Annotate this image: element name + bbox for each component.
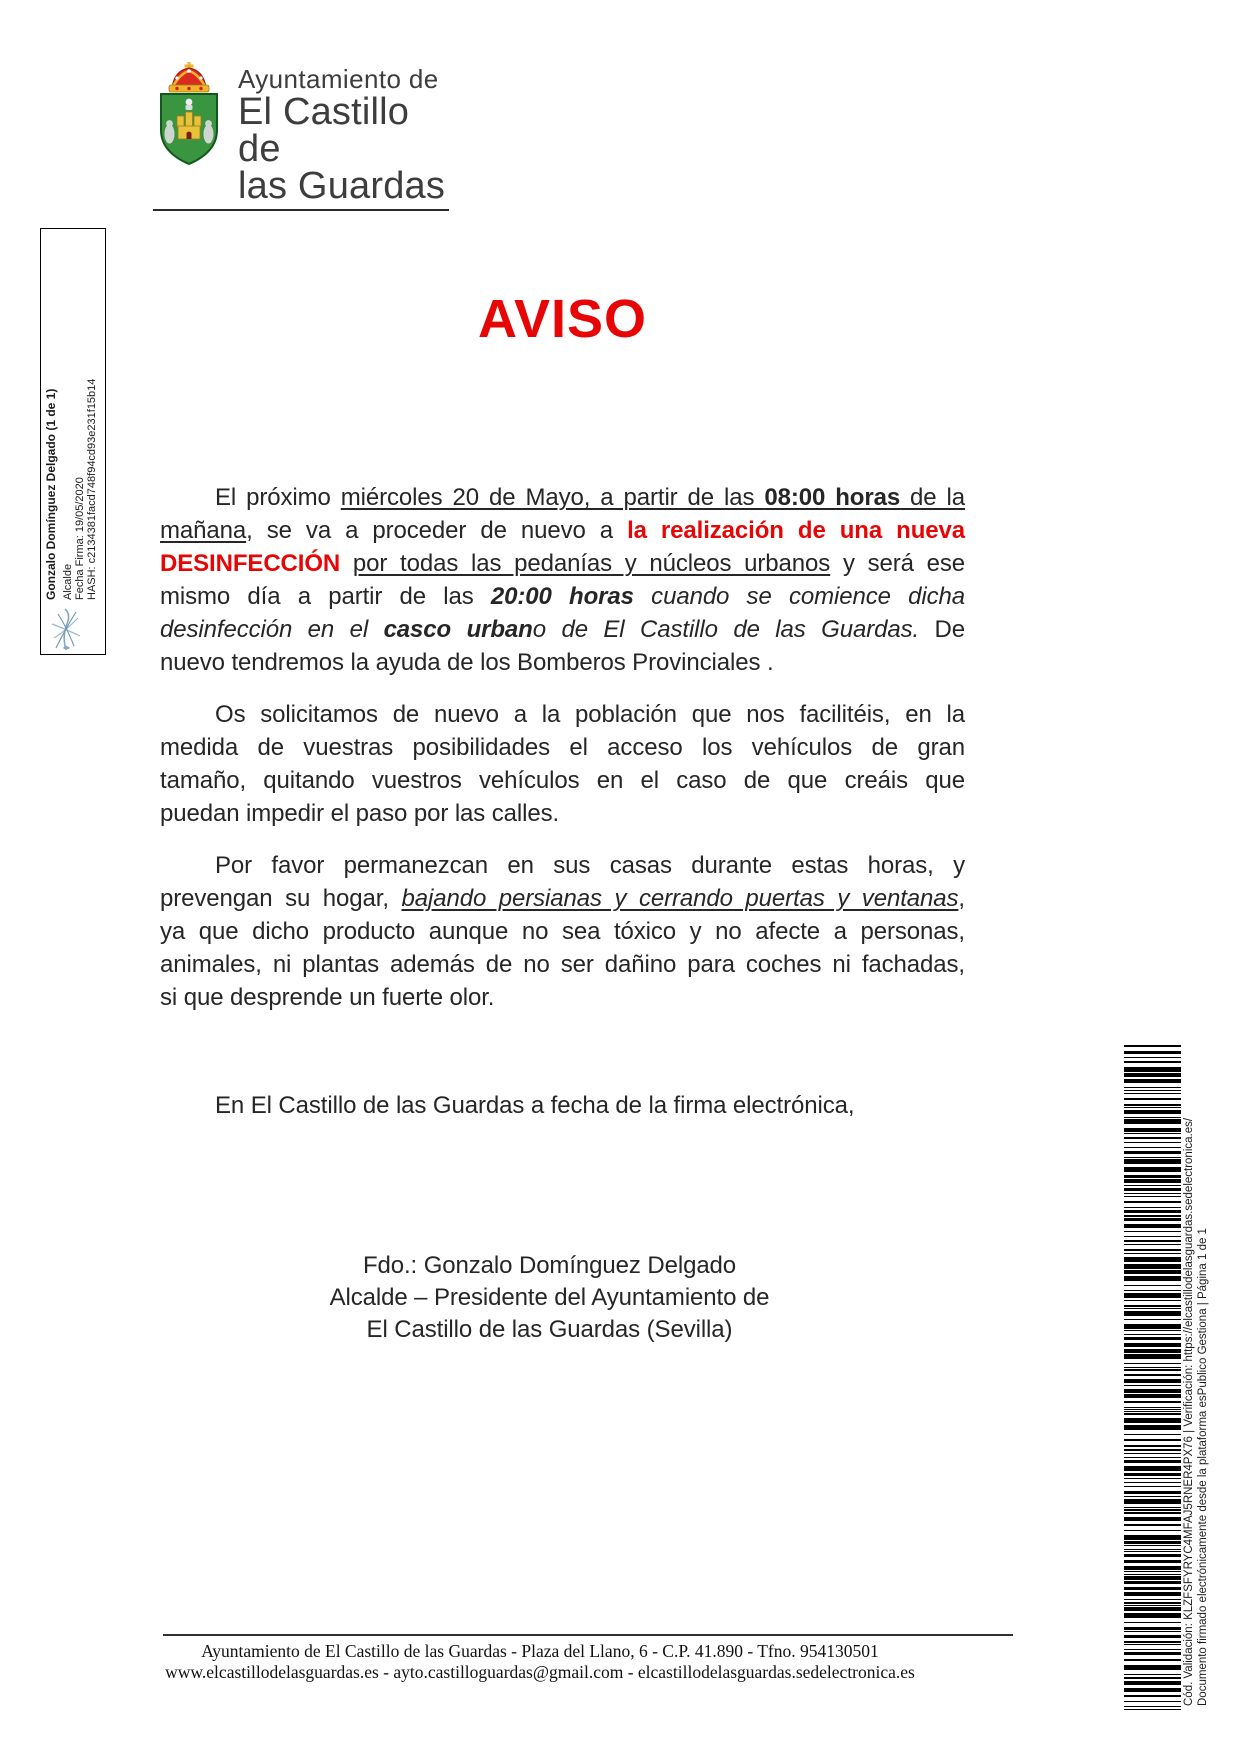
org-name-line3: las Guardas: [238, 165, 446, 207]
text-line: prevengan su hogar, bajando persianas y cerrando puertas y ventanas,: [160, 885, 965, 912]
footer-address-line: Ayuntamiento de El Castillo de las Guardas - Plaza del Llano, 6 - C.P. 41.890 - Tfno. 954130501: [201, 1641, 879, 1661]
text-line: desinfección en el casco urbano de El Castillo de las Guardas. De: [160, 616, 965, 643]
org-name-line2: El Castillo de: [238, 91, 410, 170]
text-line: Os solicitamos de nuevo a la población que nos facilitéis, en la: [215, 701, 965, 728]
signer-name: Gonzalo Domínguez Delgado (1 de 1): [44, 388, 58, 600]
text-line: DESINFECCIÓN por todas las pedanías y núcleos urbanos y será ese: [160, 550, 965, 577]
validation-code-text: Cód. Validación: KLZFSFYRYC4MFAJ5RNER4PX76 | Verificación: https://elcastillodelasguardas.sedelectronica.es/: [1183, 1117, 1195, 1706]
text-line: ya que dicho producto aunque no sea tóxico y no afecte a personas,: [160, 918, 965, 945]
footer: [85, 1641, 995, 1682]
text-line: tamaño, quitando vuestros vehículos en el caso de que creáis que: [160, 767, 965, 794]
signature-line-role: Alcalde – Presidente del Ayuntamiento de: [329, 1284, 770, 1311]
body-paragraphs: [160, 481, 965, 1014]
signer-role: Alcalde: [62, 563, 74, 600]
signature-line-place: El Castillo de las Guardas (Sevilla): [366, 1316, 733, 1343]
signature-line-fdo: Fdo.: Gonzalo Domínguez Delgado: [362, 1252, 737, 1279]
footer-divider: [163, 1634, 1013, 1636]
paragraph: [160, 481, 965, 679]
document-body: [160, 481, 965, 1346]
validation-platform-text: Documento firmado electrónicamente desde la plataforma esPublico Gestiona | Página 1 de 1: [1197, 1228, 1209, 1706]
header-org-name: [238, 62, 449, 205]
signature-flourish-graphic: [48, 606, 84, 652]
header-logo-block: [153, 62, 449, 211]
paragraph: [160, 849, 965, 1014]
text-line: puedan impedir el paso por las calles.: [160, 800, 560, 827]
signature-block: [147, 1250, 952, 1346]
text-line: Por favor permanezcan en sus casas durante estas horas, y: [215, 852, 965, 879]
signer-hash: HASH: c2134381facd748f94cd93e231f15b14: [86, 378, 98, 600]
text-line: si que desprende un fuerte olor.: [160, 984, 495, 1011]
text-line: nuevo tendremos la ayuda de los Bomberos Provinciales .: [160, 649, 774, 676]
place-and-date-line: En El Castillo de las Guardas a fecha de la firma electrónica,: [215, 1092, 855, 1119]
signer-date: Fecha Firma: 19/05/2020: [74, 477, 86, 600]
paragraph: [160, 698, 965, 830]
text-line: mismo día a partir de las 20:00 horas cuando se comience dicha: [160, 583, 965, 610]
text-line: El próximo miércoles 20 de Mayo, a partir de las 08:00 horas de la: [215, 484, 965, 511]
verification-barcode: [1124, 1045, 1181, 1710]
text-line: animales, ni plantas además de no ser dañino para coches ni fachadas,: [160, 951, 965, 978]
text-line: mañana, se va a proceder de nuevo a la realización de una nueva: [160, 517, 965, 544]
coat-of-arms-icon: [153, 62, 225, 166]
text-line: medida de vuestras posibilidades el acceso los vehículos de gran: [160, 734, 965, 761]
page-title: AVISO: [477, 289, 648, 349]
footer-contacts-line: www.elcastillodelasguardas.es - ayto.castilloguardas@gmail.com - elcastillodelasguardas.sedelectronica.es: [165, 1661, 915, 1682]
org-name-line1: Ayuntamiento de: [238, 64, 439, 94]
